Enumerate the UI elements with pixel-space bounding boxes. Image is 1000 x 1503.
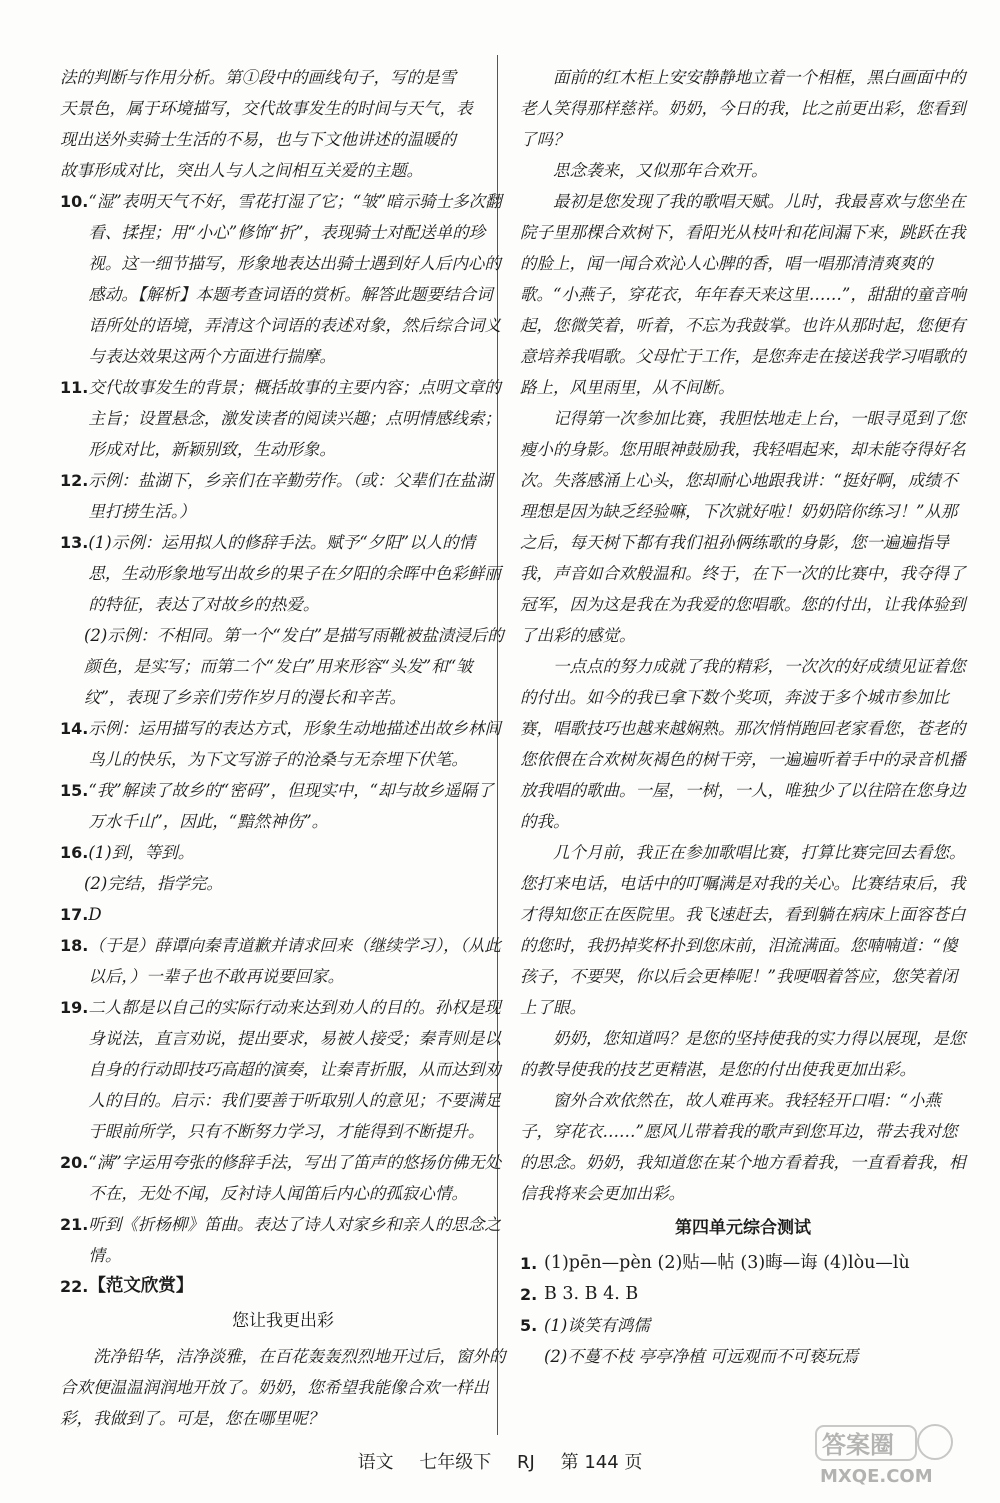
answer-text: “满”字运用夸张的修辞手法，写出了笛声的悠扬仿佛无处不在，无处不闻，反衬诗人闻笛后内心的孤寂心情。 <box>88 1153 502 1203</box>
prefix-line: 现出送外卖骑士生活的不易，也与下文他讲述的温暖的 <box>60 130 456 149</box>
answer-subitem: (2)不蔓不枝 亭亭净植 可远观而不可亵玩焉 <box>544 1347 859 1366</box>
essay-paragraph: 思念袭来，又似那年合欢开。 <box>553 161 768 180</box>
answer-number: 18. <box>60 936 89 955</box>
svg-text:答案圈: 答案圈 <box>822 1431 894 1459</box>
answer-item <box>60 465 506 527</box>
right-column <box>520 62 966 1372</box>
answer-number: 1. <box>520 1254 538 1273</box>
essay-paragraph: 几个月前，我正在参加歌唱比赛，打算比赛完回去看您。您打来电话，电话中的叮嘱满是对我的关心。比赛结束后，我才得知您正在医院里。我飞速赶去，看到躺在病床上面容苍白的您时，我扔掉奖杯扑到您床前，泪流满面。您喃喃道：“傻孩子，不要哭，你以后会更棒呢！”我哽咽着答应，您笑着闭上了眼。 <box>520 843 966 1017</box>
answer-item <box>60 527 506 620</box>
watermark-logo <box>810 1420 960 1490</box>
answer-item <box>60 186 506 372</box>
answer-text: “湿”表明天气不好，雪花打湿了它；“皱”暗示骑士多次翻看、揉捏；用“小心”修饰“折”，表现骑士对配送单的珍视。这一细节描写，形象地表达出骑士遇到好人后内心的感动。【解析】本题考查词语的赏析。解答此题要结合词语所处的语境，弄清这个词语的表述对象，然后综合词义与表达效果这两个方面进行揣摩。 <box>88 192 502 366</box>
answer-text: （于是）薛谭向秦青道歉并请求回来（继续学习），（从此以后，）一辈子也不敢再说要回家。 <box>88 936 501 986</box>
answer-text: (1)谈笑有鸿儒 <box>544 1316 650 1335</box>
answer-number: 5. <box>520 1316 538 1335</box>
answer-number: 20. <box>60 1153 89 1172</box>
prefix-line: 天景色，属于环境描写，交代故事发生的时间与天气，表 <box>60 99 473 118</box>
answer-text: (1)pēn—pèn (2)贴—帖 (3)晦—诲 (4)lòu—lù <box>544 1253 910 1273</box>
answer-subitem: (2)完结，指学完。 <box>84 874 223 893</box>
left-column <box>60 62 506 1434</box>
answer-item <box>60 930 506 992</box>
prefix-line: 故事形成对比，突出人与人之间相互关爱的主题。 <box>60 161 423 180</box>
answer-item <box>60 1209 506 1271</box>
answer-item <box>520 1248 966 1279</box>
footer-edition: RJ <box>517 1452 535 1473</box>
answer-number: 11. <box>60 378 89 397</box>
footer-page: 第 144 页 <box>560 1452 643 1473</box>
answer-item <box>520 1310 966 1341</box>
essay-paragraph: 一点点的努力成就了我的精彩，一次次的好成绩见证着您的付出。如今的我已拿下数个奖项，奔波于多个城市参加比赛，唱歌技巧也越来越娴熟。那次悄悄跑回老家看您，苍老的您依偎在合欢树灰褐色的树干旁，一遍遍听着手中的录音机播放我唱的歌曲。一屋，一树，一人，唯独少了以往陪在您身边的我。 <box>520 657 966 831</box>
answer-number: 22. <box>60 1277 89 1296</box>
answer-text: D <box>88 905 102 924</box>
essay-paragraph: 面前的红木柜上安安静静地立着一个相框，黑白画面中的老人笑得那样慈祥。奶奶，今日的我，比之前更出彩，您看到了吗？ <box>520 68 966 149</box>
answer-number: 10. <box>60 192 89 211</box>
essay-title: 您让我更出彩 <box>232 1311 334 1331</box>
answer-text: (1)示例：运用拟人的修辞手法。赋予“夕阳”以人的情思，生动形象地写出故乡的果子在夕阳的余晖中色彩鲜丽的特征，表达了对故乡的热爱。 <box>88 533 501 614</box>
footer-grade: 七年级下 <box>419 1452 492 1473</box>
answer-number: 12. <box>60 471 89 490</box>
section-title: 第四单元综合测试 <box>675 1218 811 1238</box>
answer-subitem: (2)示例：不相同。第一个“发白”是描写雨靴被盐渍浸后的颜色，是实写；而第二个“发白”用来形容“头发”和“皱纹”，表现了乡亲们劳作岁月的漫长和辛苦。 <box>84 626 504 707</box>
answer-item <box>60 713 506 775</box>
footer-subject: 语文 <box>357 1452 394 1473</box>
answer-text: “我”解读了故乡的“密码”，但现实中，“却与故乡遥隔了万水千山”，因此，“黯然神伤”。 <box>88 781 494 831</box>
answer-item <box>60 992 506 1147</box>
prefix-line: 法的判断与作用分析。第①段中的画线句子，写的是雪 <box>60 68 456 87</box>
answer-number: 14. <box>60 719 89 738</box>
prefix-block <box>60 62 506 186</box>
answer-item <box>60 1147 506 1209</box>
answer-text: 示例：运用描写的表达方式，形象生动地描述出故乡林间鸟儿的快乐，为下文写游子的沧桑与无奈埋下伏笔。 <box>88 719 501 769</box>
answer-number: 16. <box>60 843 89 862</box>
essay-paragraph: 记得第一次参加比赛，我胆怯地走上台，一眼寻觅到了您瘦小的身影。您用眼神鼓励我，我轻唱起来，却未能夺得好名次。失落感涌上心头，您却耐心地跟我讲：“挺好啊，成绩不理想是因为缺乏经验嘛，下次就好啦！奶奶陪你练习！”从那之后，每天树下都有我们祖孙俩练歌的身影，您一遍遍指导我，声音如合欢般温和。终于，在下一次的比赛中，我夺得了冠军，因为这是我在为我爱的您唱歌。您的付出，让我体验到了出彩的感觉。 <box>520 409 966 645</box>
essay-paragraph: 奶奶，您知道吗？是您的坚持使我的实力得以展现，是您的教导使我的技艺更精湛，是您的付出使我更加出彩。 <box>520 1029 966 1079</box>
essay-paragraph: 洗净铅华，洁净淡雅，在百花轰轰烈烈地开过后，窗外的合欢便温温润润地开放了。奶奶，您希望我能像合欢一样出彩，我做到了。可是，您在哪里呢？ <box>60 1347 506 1428</box>
answer-text: 二人都是以自己的实际行动来达到劝人的目的。孙权是现身说法，直言劝说，提出要求，易被人接受；秦青则是以自身的行动即技巧高超的演奏，让秦青折服，从而达到劝人的目的。启示：我们要善于听取别人的意见；不要满足于眼前所学，只有不断努力学习，才能得到不断提升。 <box>88 998 501 1141</box>
answer-item <box>520 1279 966 1310</box>
answer-text: 示例：盐湖下，乡亲们在辛勤劳作。（或：父辈们在盐湖里打捞生活。） <box>88 471 493 521</box>
answer-text: 听到《折杨柳》笛曲。表达了诗人对家乡和亲人的思念之情。 <box>88 1215 501 1265</box>
answer-number: 19. <box>60 998 89 1017</box>
answer-text: (1)到，等到。 <box>88 843 195 862</box>
answer-number: 17. <box>60 905 89 924</box>
answer-item <box>60 899 506 930</box>
essay-paragraph: 最初是您发现了我的歌唱天赋。儿时，我最喜欢与您坐在院子里那棵合欢树下，看阳光从枝叶和花间漏下来，跳跃在我的脸上，闻一闻合欢沁人心脾的香，唱一唱那清清爽爽的歌。“小燕子，穿花衣，年年春天来这里……”，甜甜的童音响起，您微笑着，听着，不忘为我鼓掌。也许从那时起，您便有意培养我唱歌。父母忙于工作，是您奔走在接送我学习唱歌的路上，风里雨里，从不间断。 <box>520 192 966 397</box>
answer-text: 交代故事发生的背景；概括故事的主要内容；点明文章的主旨；设置悬念，激发读者的阅读兴趣；点明情感线索；形成对比，新颖别致，生动形象。 <box>88 378 501 459</box>
answer-item <box>60 1271 506 1302</box>
answer-item <box>60 775 506 837</box>
answer-number: 2. <box>520 1285 538 1304</box>
answer-item <box>60 837 506 868</box>
svg-text:MXQE.COM: MXQE.COM <box>820 1466 933 1487</box>
answer-number: 21. <box>60 1215 89 1234</box>
answer-item <box>60 372 506 465</box>
answer-text: B 3. B 4. B <box>544 1284 639 1304</box>
answer-text: 【范文欣赏】 <box>88 1276 194 1296</box>
answer-number: 13. <box>60 533 89 552</box>
answer-number: 15. <box>60 781 89 800</box>
essay-paragraph: 窗外合欢依然在，故人难再来。我轻轻开口唱：“小燕子，穿花衣……”愿风儿带着我的歌声到您耳边，带去我对您的思念。奶奶，我知道您在某个地方看着我，一直看着我，相信我将来会更加出彩。 <box>520 1091 966 1203</box>
